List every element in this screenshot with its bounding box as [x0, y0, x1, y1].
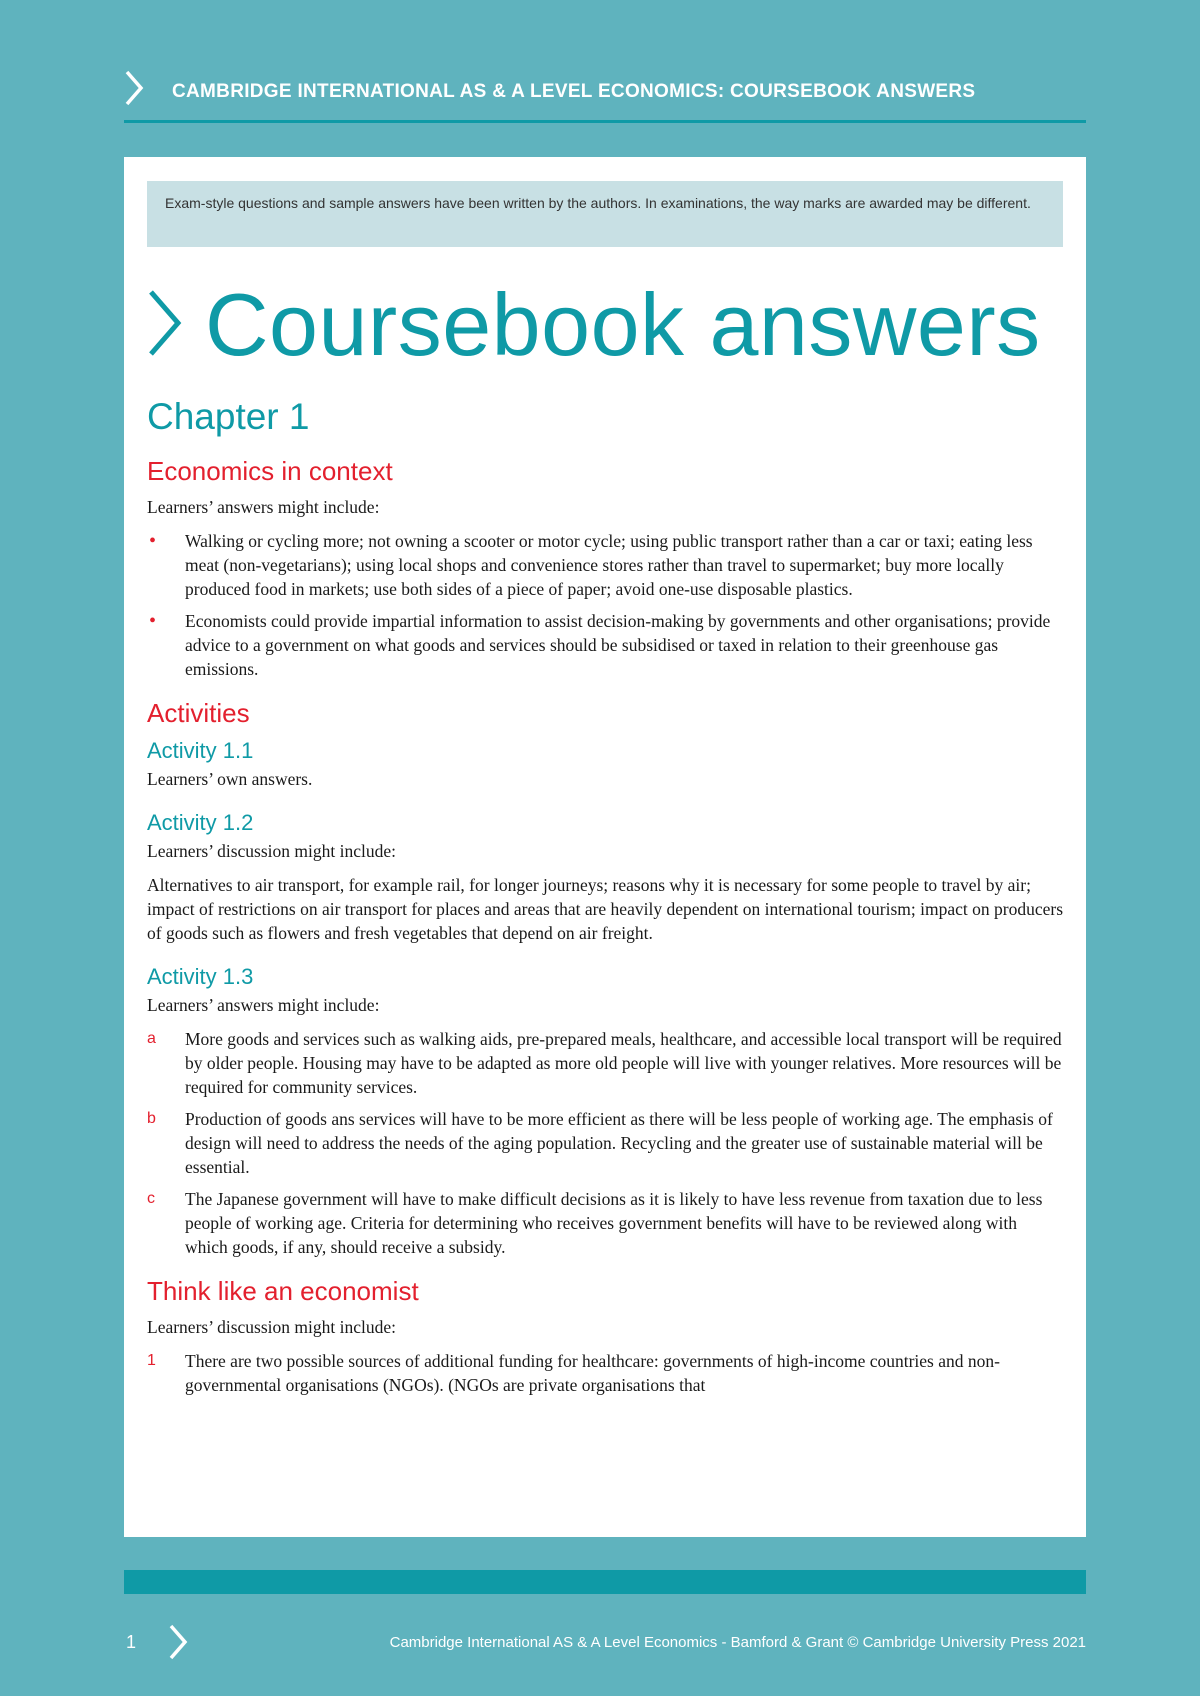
activity-1-2-heading: Activity 1.2: [147, 810, 254, 835]
page-number: 1: [126, 1632, 137, 1652]
footer-bar: [124, 1570, 1086, 1594]
list-item: [147, 1349, 1063, 1397]
page-content: [124, 157, 1086, 1537]
activity-1-3-intro: Learners’ answers might include:: [147, 995, 380, 1015]
activity-1-3-list: [147, 1027, 1063, 1259]
list-item: • Walking or cycling more; not owning a scooter or motor cycle; using public transport rather than a car or taxi; eating less meat (non-vegetarians); using local shops and convenience stores rather than travel to supermarket; buy more locally produced food in markets; use both sides of a piece of paper; avoid one-use disposable plastics.: [147, 529, 1063, 601]
list-marker: a: [147, 1030, 156, 1047]
activity-1-2-intro: Learners’ discussion might include:: [147, 841, 396, 861]
activity-1-1-text: Learners’ own answers.: [147, 769, 313, 789]
think-list: [147, 1349, 1063, 1397]
answers-body: [147, 395, 1063, 1413]
activity-1-3-heading: Activity 1.3: [147, 964, 254, 989]
running-header: [124, 66, 1086, 123]
list-item: • Economists could provide impartial information to assist decision-making by governments and other organisations; provide advice to a government on what goods and services should be subsidised or taxed in relation to their greenhouse gas emissions.: [147, 609, 1063, 681]
list-item-text: There are two possible sources of additional funding for healthcare: governments of high-income countries and non-governmental organisations (NGOs). (NGOs are private organisations that: [185, 1351, 1000, 1395]
section-heading-activities: Activities: [147, 698, 250, 728]
chevron-right-icon: [147, 289, 183, 357]
page-title: Coursebook answers: [205, 275, 1041, 374]
list-item-text: The Japanese government will have to make difficult decisions as it is likely to have less revenue from taxation due to less people of working age. Criteria for determining who receives government benefits will have to be reviewed along with which goods, if any, should receive a subsidy.: [185, 1189, 1043, 1257]
chevron-right-icon: [124, 70, 144, 111]
section-heading-think-like-an-economist: Think like an economist: [147, 1276, 419, 1306]
exam-notice: Exam-style questions and sample answers have been written by the authors. In examinations, the way marks are awarded may be different.: [147, 181, 1063, 247]
list-marker: c: [147, 1190, 155, 1207]
econ-context-intro: Learners’ answers might include:: [147, 497, 380, 517]
list-item: [147, 1187, 1063, 1259]
list-item-text: More goods and services such as walking aids, pre-prepared meals, healthcare, and accessible local transport will be required by older people. Housing may have to be adapted as more old people will live with younger relatives. More resources will be required for community services.: [185, 1029, 1062, 1097]
list-marker: 1: [147, 1352, 156, 1369]
section-heading-economics-in-context: Economics in context: [147, 456, 393, 486]
activity-1-2-text: Alternatives to air transport, for example rail, for longer journeys; reasons why it is necessary for some people to travel by air; impact of restrictions on air transport for places and areas that are heavily dependent on international tourism; impact on producers of goods such as flowers and fresh vegetables that depend on air freight.: [147, 875, 1064, 943]
list-item-text: Production of goods ans services will have to be more efficient as there will be less people of working age. The emphasis of design will need to address the needs of the aging population. Recycling and the greater use of sustainable material will be essential.: [185, 1109, 1053, 1177]
footer-copyright: Cambridge International AS & A Level Economics - Bamford & Grant © Cambridge University Press 2021: [389, 1634, 1086, 1651]
chapter-heading: Chapter 1: [147, 396, 310, 437]
chevron-right-icon: [168, 1624, 188, 1665]
activity-1-1-heading: Activity 1.1: [147, 738, 254, 763]
list-marker: b: [147, 1110, 156, 1127]
think-intro: Learners’ discussion might include:: [147, 1317, 396, 1337]
econ-context-list: [147, 529, 1063, 681]
header-title: CAMBRIDGE INTERNATIONAL AS & A LEVEL ECONOMICS: COURSEBOOK ANSWERS: [172, 81, 976, 102]
list-item: [147, 1027, 1063, 1099]
list-item: [147, 1107, 1063, 1179]
